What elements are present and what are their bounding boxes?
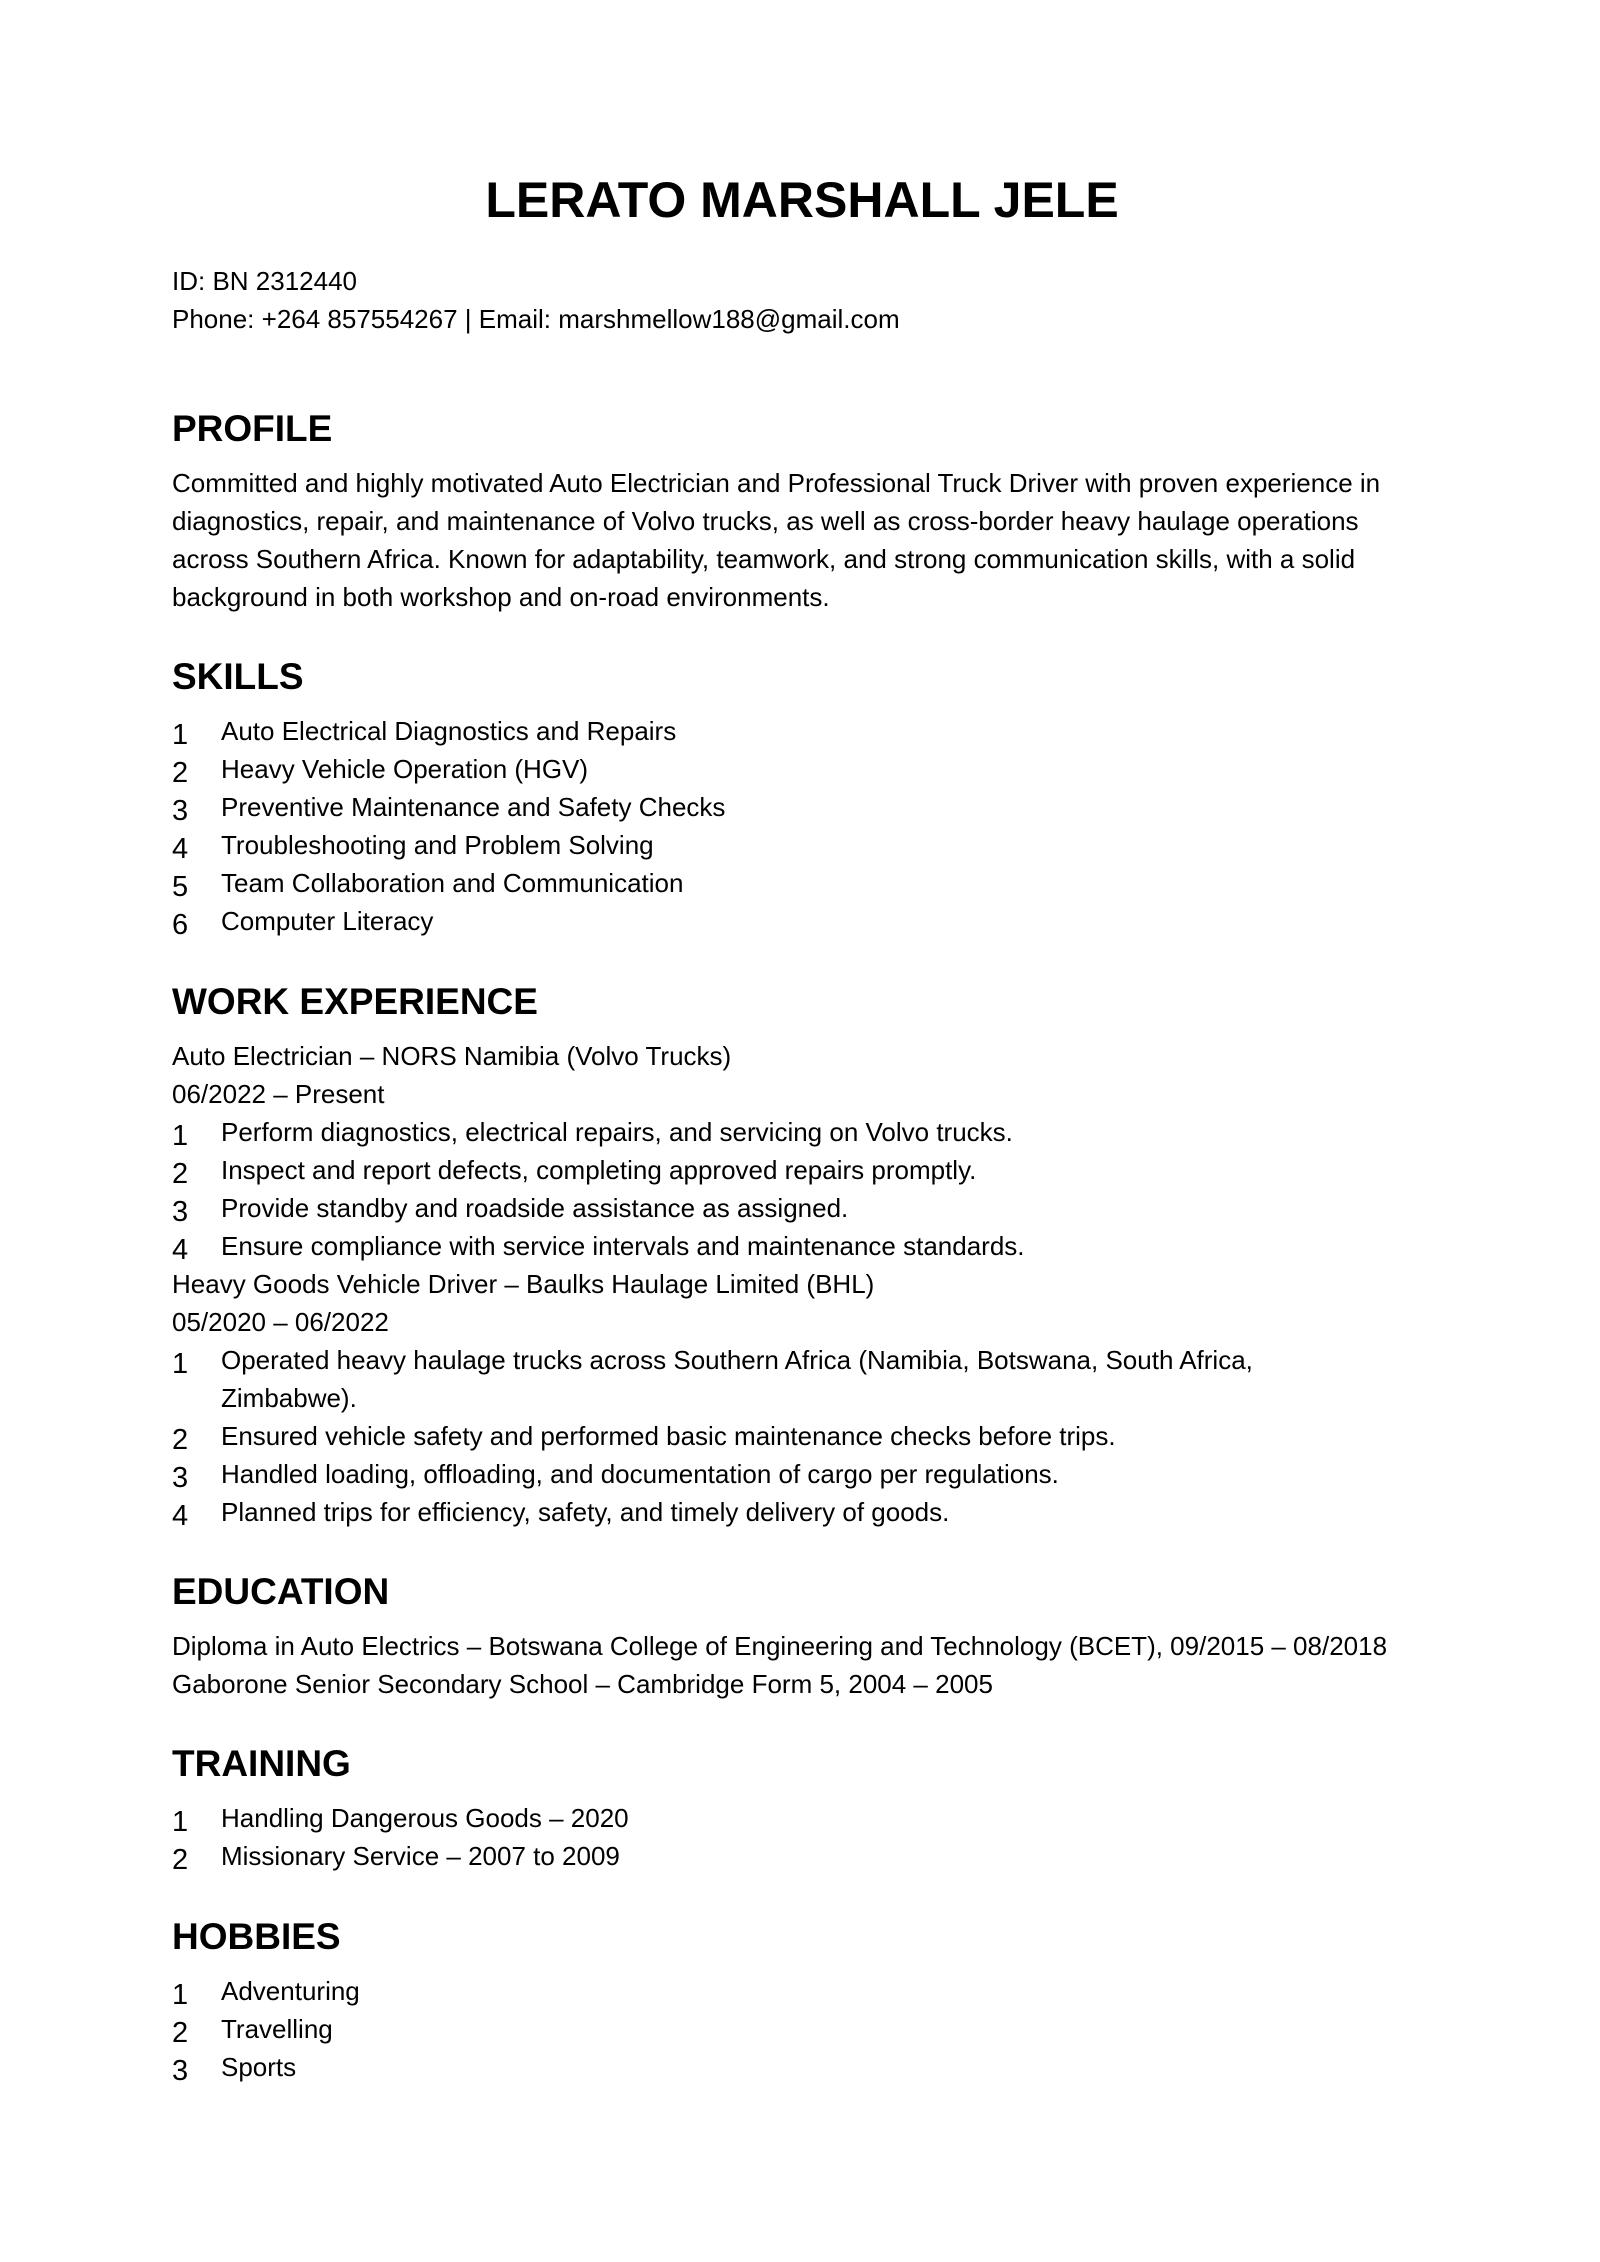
list-text: Sports [221, 2052, 297, 2082]
list-number: 6 [172, 909, 189, 941]
list-text: Handling Dangerous Goods – 2020 [221, 1803, 629, 1833]
list-text: Missionary Service – 2007 to 2009 [221, 1841, 620, 1871]
list-item [172, 1455, 1462, 1493]
list-number: 1 [172, 1979, 189, 2011]
list-text: Planned trips for efficiency, safety, and timely delivery of goods. [221, 1497, 950, 1527]
list-item [172, 1151, 1462, 1189]
job-duties-list [172, 1113, 1462, 1265]
list-item [172, 750, 1462, 788]
skills-heading: SKILLS [172, 656, 304, 697]
list-item [172, 864, 1462, 902]
list-text: Ensure compliance with service intervals and maintenance standards. [221, 1231, 1025, 1261]
list-item [172, 1837, 1462, 1875]
list-text: Provide standby and roadside assistance as assigned. [221, 1193, 849, 1223]
list-text: Adventuring [221, 1976, 360, 2006]
education-entry: Diploma in Auto Electrics – Botswana College of Engineering and Technology (BCET), 09/2015 – 08/2018 [172, 1631, 1388, 1661]
hobbies-list [172, 1972, 1462, 2086]
education-section [172, 1569, 1462, 1703]
list-item [172, 1493, 1462, 1531]
job-dates: 06/2022 – Present [172, 1079, 385, 1109]
list-number: 3 [172, 2055, 189, 2087]
job-duties-list [172, 1341, 1462, 1531]
list-item [172, 1417, 1462, 1455]
list-number: 1 [172, 719, 189, 751]
list-number: 1 [172, 1120, 189, 1152]
list-text: Travelling [221, 2014, 333, 2044]
list-number: 1 [172, 1348, 189, 1380]
list-item [172, 1341, 1331, 1417]
list-text: Team Collaboration and Communication [221, 868, 684, 898]
list-number: 2 [172, 2017, 189, 2049]
profile-section [172, 406, 1462, 616]
list-number: 2 [172, 757, 189, 789]
id-line: ID: BN 2312440 [172, 266, 358, 296]
list-number: 5 [172, 871, 189, 903]
list-item [172, 902, 1462, 940]
job-entry [172, 1037, 1462, 1265]
list-text: Handled loading, offloading, and documentation of cargo per regulations. [221, 1459, 1059, 1489]
list-number: 2 [172, 1158, 189, 1190]
list-text: Heavy Vehicle Operation (HGV) [221, 754, 589, 784]
list-text: Preventive Maintenance and Safety Checks [221, 792, 726, 822]
list-text: Operated heavy haulage trucks across Southern Africa (Namibia, Botswana, South Africa, Zimbabwe). [221, 1345, 1253, 1413]
job-entry [172, 1265, 1462, 1531]
list-number: 4 [172, 1234, 189, 1266]
profile-heading: PROFILE [172, 408, 333, 449]
list-text: Inspect and report defects, completing approved repairs promptly. [221, 1155, 977, 1185]
hobbies-heading: HOBBIES [172, 1916, 341, 1957]
list-text: Computer Literacy [221, 906, 434, 936]
hobbies-section [172, 1914, 1462, 2086]
list-number: 4 [172, 833, 189, 865]
list-item [172, 1227, 1462, 1265]
list-text: Troubleshooting and Problem Solving [221, 830, 654, 860]
list-text: Ensured vehicle safety and performed basic maintenance checks before trips. [221, 1421, 1116, 1451]
training-section [172, 1741, 1462, 1875]
contact-line: Phone: +264 857554267 | Email: marshmellow188@gmail.com [172, 304, 900, 334]
list-item [172, 788, 1462, 826]
candidate-name: LERATO MARSHALL JELE [485, 172, 1119, 228]
list-number: 3 [172, 795, 189, 827]
list-text: Perform diagnostics, electrical repairs, and servicing on Volvo trucks. [221, 1117, 1013, 1147]
list-item [172, 1972, 1462, 2010]
training-heading: TRAINING [172, 1743, 351, 1784]
work-experience-section [172, 979, 1462, 1531]
list-item [172, 1799, 1462, 1837]
job-dates: 05/2020 – 06/2022 [172, 1307, 389, 1337]
job-title: Heavy Goods Vehicle Driver – Baulks Haulage Limited (BHL) [172, 1269, 875, 1299]
list-text: Auto Electrical Diagnostics and Repairs [221, 716, 677, 746]
profile-text: Committed and highly motivated Auto Electrician and Professional Truck Driver with proven experience in diagnostics, repair, and maintenance of Volvo trucks, as well as cross-border heavy haulage operations across Southern Africa. Known for adaptability, teamwork, and strong communication skills, with a solid background in both workshop and on-road environments. [172, 468, 1381, 612]
list-number: 4 [172, 1500, 189, 1532]
education-list [172, 1627, 1462, 1703]
skills-list [172, 712, 1462, 940]
list-item [172, 2048, 1462, 2086]
list-item [172, 1189, 1462, 1227]
skills-section [172, 654, 1462, 940]
list-number: 3 [172, 1462, 189, 1494]
training-list [172, 1799, 1462, 1875]
list-number: 2 [172, 1424, 189, 1456]
education-entry: Gaborone Senior Secondary School – Cambridge Form 5, 2004 – 2005 [172, 1669, 993, 1699]
list-number: 1 [172, 1806, 189, 1838]
work-experience-heading: WORK EXPERIENCE [172, 981, 538, 1022]
list-item [172, 2010, 1462, 2048]
job-title: Auto Electrician – NORS Namibia (Volvo Trucks) [172, 1041, 732, 1071]
list-number: 3 [172, 1196, 189, 1228]
list-item [172, 712, 1462, 750]
list-number: 2 [172, 1844, 189, 1876]
education-heading: EDUCATION [172, 1571, 390, 1612]
list-item [172, 1113, 1462, 1151]
list-item [172, 826, 1462, 864]
contact-block [172, 262, 900, 338]
